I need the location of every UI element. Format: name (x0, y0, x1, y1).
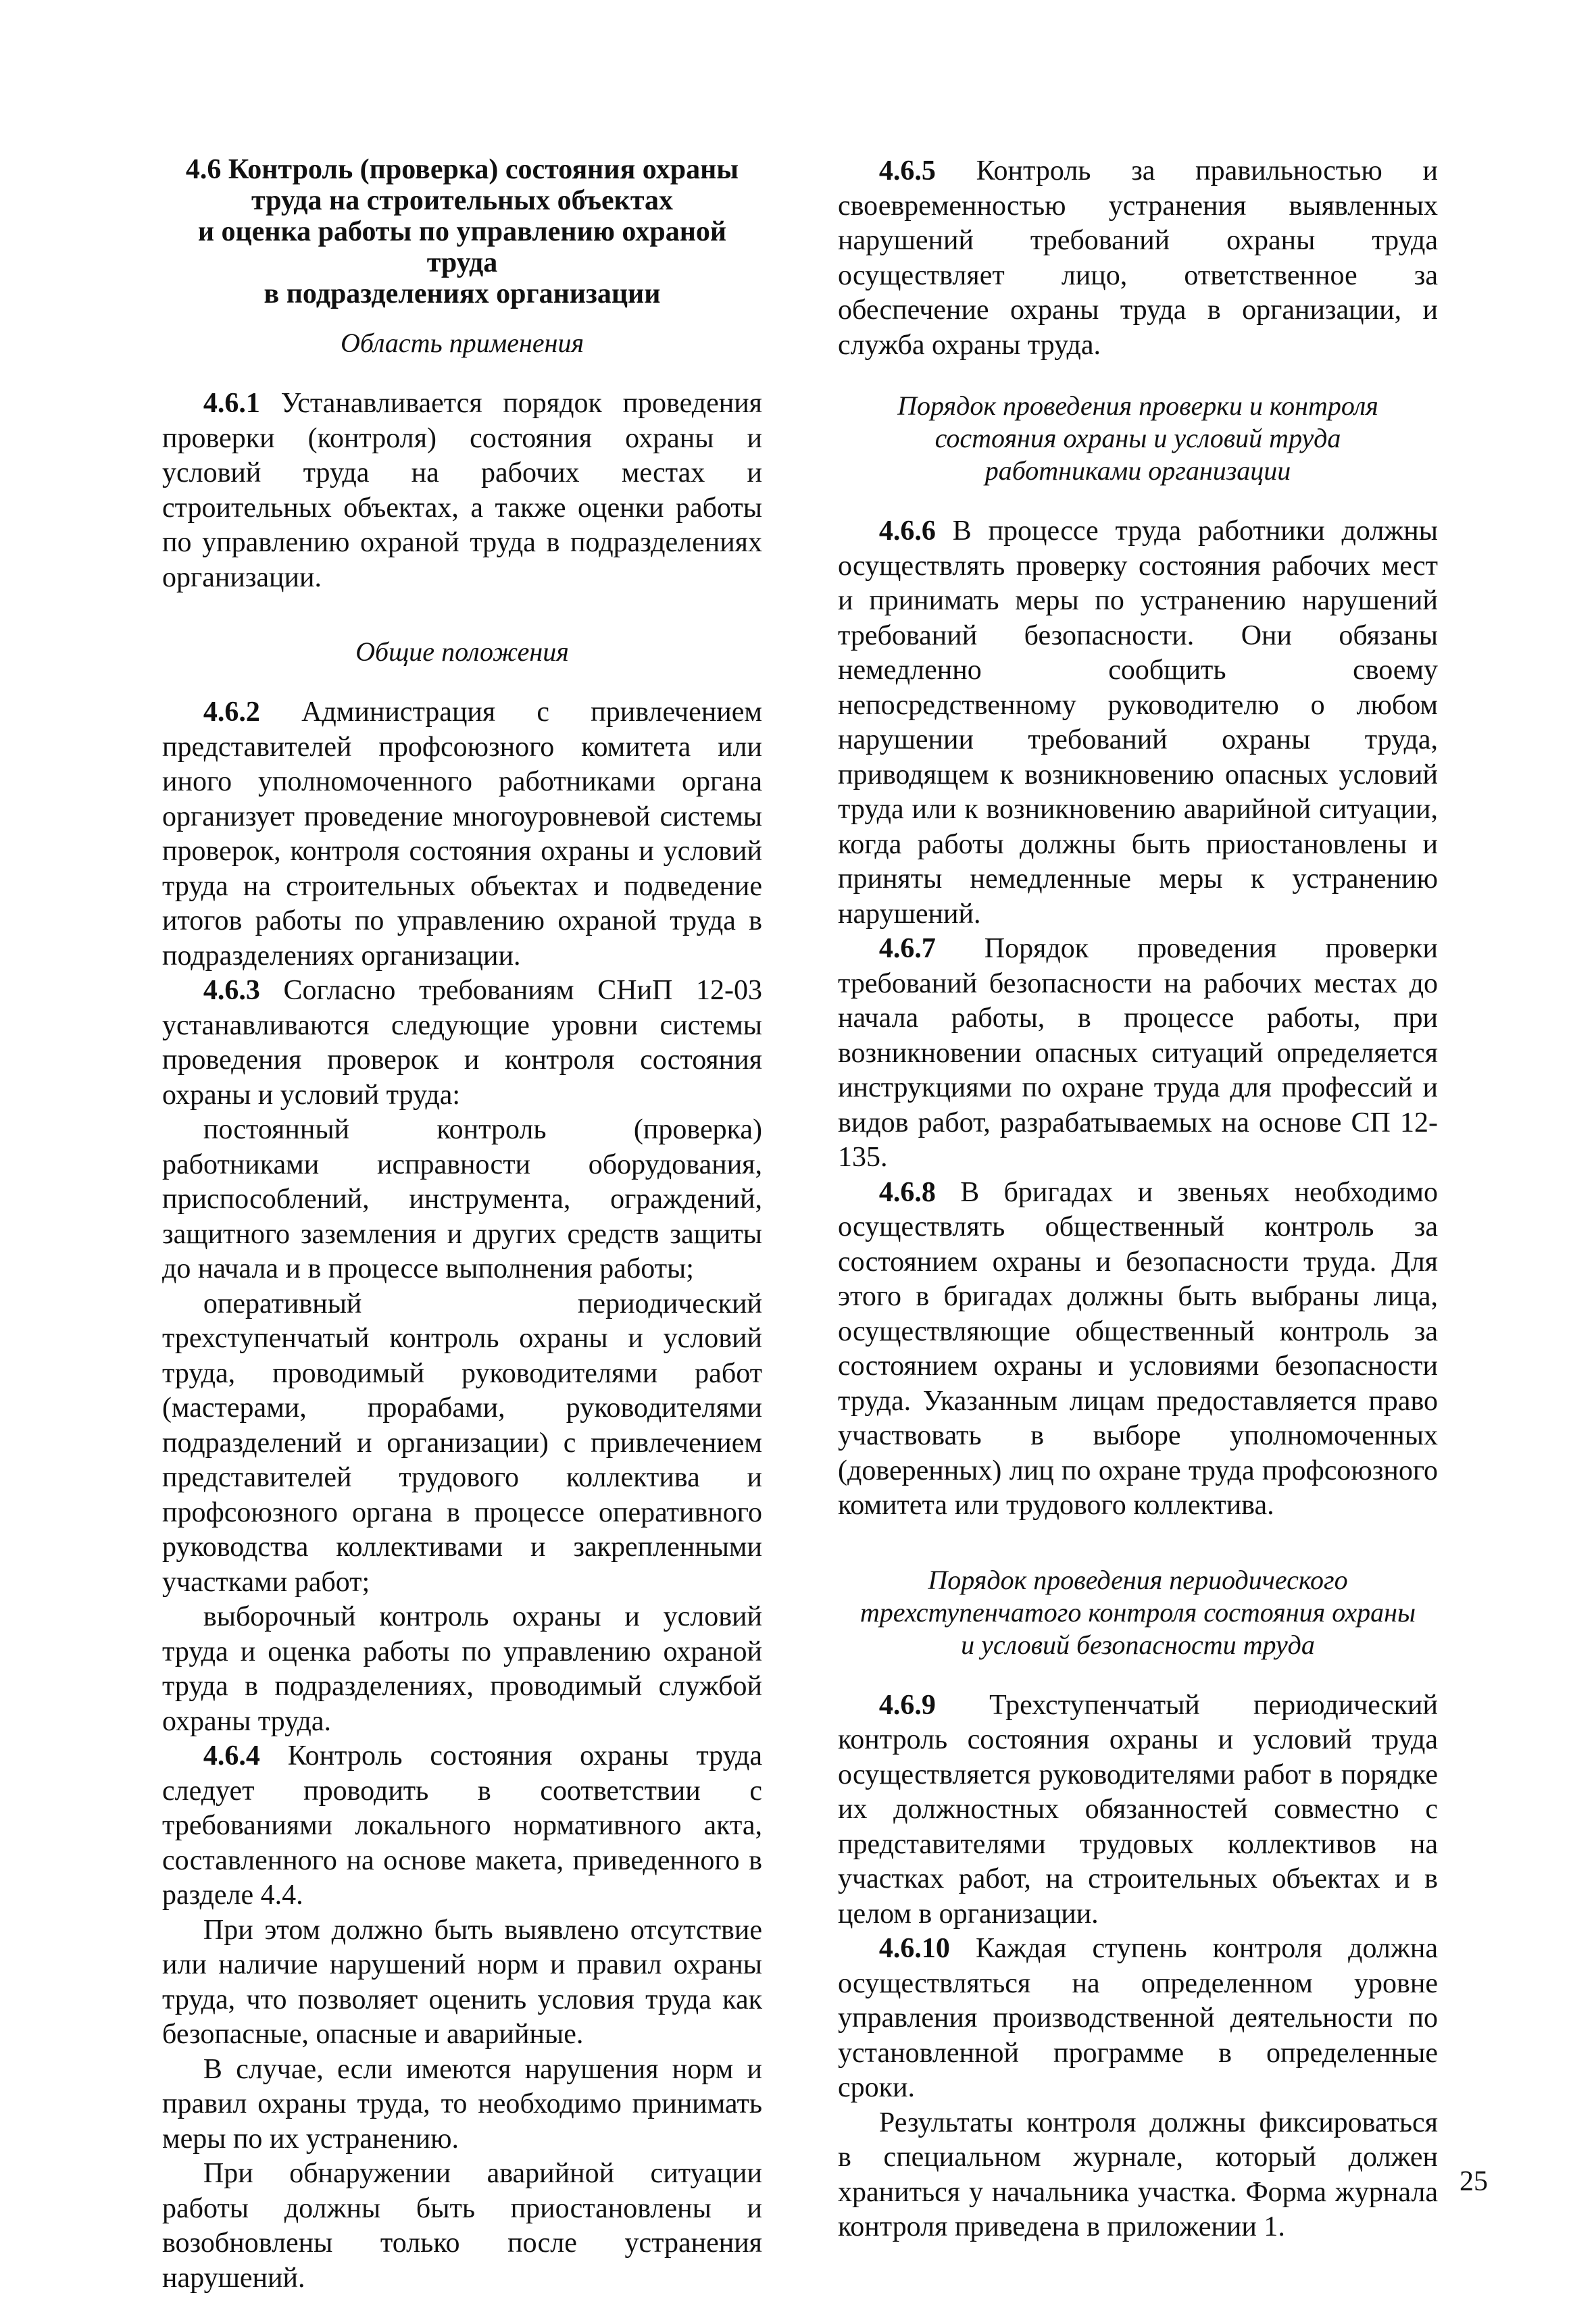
paragraph-text: В бригадах и звеньях необходимо осуществлять общественный контроль за состоянием охраны и безопасности труда. Для этого в бригадах должны быть выбраны лица, осуществляющие общественный контроль за состоянием охраны и условиями безопасности труда. Указанным лицам предоставляется право участвовать в выборе уполномоченных (доверенных) лиц по охране труда профсоюзного комитета или трудового коллектива. (838, 1176, 1438, 1521)
clause-number: 4.6.3 (203, 975, 260, 1006)
clause-number: 4.6.6 (878, 515, 936, 547)
paragraph-4-6-2 (162, 695, 762, 974)
list-item-selective-control: выборочный контроль охраны и условий труда и оценка работы по управлению охраной труда в подразделениях, проводимый службой охраны труда. (162, 1601, 762, 1737)
subheading-line: Порядок проведения проверки и контроля (897, 391, 1378, 421)
subheading-scope: Область применения (340, 328, 584, 358)
clause-number: 4.6.4 (203, 1740, 260, 1771)
paragraph-4-6-1 (162, 386, 762, 595)
clause-number: 4.6.2 (203, 697, 260, 728)
subheading-worker-inspection (838, 390, 1438, 487)
paragraph-4-6-10-b: Результаты контроля должны фиксироваться в специальном журнале, который должен храниться у начальника участка. Форма журнала контроля приведена в приложении 1. (838, 2107, 1438, 2242)
heading-line: 4.6 Контроль (проверка) состояния охраны (185, 154, 739, 185)
subheading-line: и условий безопасности труда (961, 1629, 1315, 1660)
paragraph-text: Администрация с привлечением представителей профсоюзного комитета или иного уполномоченного работниками органа организует проведение многоуровневой системы проверок, контроля состояния охраны и условий труда на строительных объектах и подведение итогов работы по управлению охраной труда в подразделениях организации. (162, 697, 762, 972)
list-item-operative-control: оперативный периодический трехступенчатый контроль охраны и условий труда, проводимый руководителями работ (мастерами, прорабами, руководителями подразделений и организации) с привлечением представителей трудового коллектива и профсоюзного органа в процессе оперативного руководства коллективами и закрепленными участками работ; (162, 1288, 762, 1598)
subheading-line: работниками организации (984, 455, 1291, 486)
paragraph-4-6-6 (838, 514, 1438, 932)
paragraph-4-6-4-d: При обнаружении аварийной ситуации работы должны быть приостановлены и возобновлены только после устранения нарушений. (162, 2158, 762, 2294)
paragraph-text: Контроль за правильностью и своевременностью устранения выявленных нарушений требований охраны труда осуществляет лицо, ответственное за обеспечение охраны труда в организации, и служба охраны труда. (838, 155, 1438, 361)
paragraph-4-6-7 (838, 932, 1438, 1176)
clause-number: 4.6.9 (878, 1689, 936, 1721)
subheading-line: трехступенчатого контроля состояния охраны (859, 1596, 1416, 1628)
clause-number: 4.6.8 (878, 1176, 936, 1208)
subheading-general: Общие положения (355, 636, 569, 667)
section-heading (162, 154, 762, 309)
paragraph-text: Устанавливается порядок проведения проверки (контроля) состояния охраны и условий труда на рабочих местах и строительных объектах, а также оценки работы по управлению охраной труда в подразделениях организации. (162, 388, 762, 593)
paragraph-4-6-8 (838, 1176, 1438, 1524)
clause-number: 4.6.7 (878, 933, 936, 964)
heading-line: и оценка работы по управлению охраной труда (197, 216, 727, 278)
page-number: 25 (1460, 2166, 1488, 2197)
clause-number: 4.6.10 (878, 1933, 950, 1964)
list-item-constant-control: постоянный контроль (проверка) работниками исправности оборудования, приспособлений, инструмента, ограждений, защитного заземления и других средств защиты до начала и в процессе выполнения работы; (162, 1114, 762, 1284)
paragraph-4-6-10 (838, 1932, 1438, 2106)
paragraph-text: Трехступенчатый периодический контроль состояния охраны и условий труда осуществляется руководителями работ в порядке их должностных обязанностей совместно с представителями трудовых коллективов на участках работ, на строительных объектах и в целом в организации. (838, 1689, 1438, 1930)
subheading-line: состояния охраны и условий труда (934, 423, 1341, 453)
clause-number: 4.6.1 (203, 388, 260, 419)
subheading-three-stage-control (838, 1564, 1438, 1661)
clause-number: 4.6.5 (878, 155, 936, 186)
paragraph-4-6-4-c: В случае, если имеются нарушения норм и правил охраны труда, то необходимо принимать меры по их устранению. (162, 2053, 762, 2155)
right-column (838, 154, 1438, 2245)
paragraph-4-6-4 (162, 1739, 762, 1913)
paragraph-text: Контроль состояния охраны труда следует проводить в соответствии с требованиями локального нормативного акта, составленного на основе макета, приведенного в разделе 4.4. (162, 1740, 762, 1911)
paragraph-text: В процессе труда работники должны осуществлять проверку состояния рабочих мест и принимать меры по устранению нарушений требований безопасности. Они обязаны немедленно сообщить своему непосредственному руководителю о любом нарушении требований охраны труда, приводящем к возникновению опасных условий труда или к возникновению аварийной ситуации, когда работы должны быть приостановлены и приняты немедленные меры к устранению нарушений. (838, 515, 1438, 930)
paragraph-text: Порядок проведения проверки требований безопасности на рабочих местах до начала работы, в процессе работы, при возникновении опасных ситуаций определяется инструкциями по охране труда для профессий и видов работ, разрабатываемых на основе СП 12-135. (838, 933, 1438, 1173)
left-column (162, 154, 762, 2296)
paragraph-4-6-4-b: При этом должно быть выявлено отсутствие или наличие нарушений норм и правил охраны труда, что позволяет оценить условия труда как безопасные, опасные и аварийные. (162, 1914, 762, 2050)
subheading-line: Порядок проведения периодического (928, 1564, 1348, 1595)
paragraph-4-6-5 (838, 154, 1438, 363)
heading-line: труда на строительных объектах (251, 185, 674, 216)
paragraph-text: Каждая ступень контроля должна осуществляться на определенном уровне управления производственной деятельности по установленной программе в определенные сроки. (838, 1933, 1438, 2103)
heading-line: в подразделениях организации (264, 278, 661, 309)
paragraph-4-6-9 (838, 1688, 1438, 1932)
paragraph-4-6-3 (162, 974, 762, 1113)
paragraph-text: Согласно требованиям СНиП 12-03 устанавливаются следующие уровни системы проведения проверок и контроля состояния охраны и условий труда: (162, 975, 762, 1111)
